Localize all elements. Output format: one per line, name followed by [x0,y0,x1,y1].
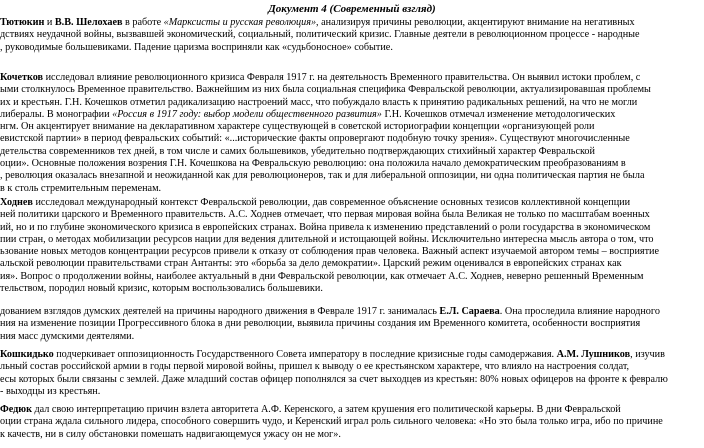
text-segment: . Она проследила влияние народного [499,306,660,317]
text-segment: , революция оказалась внезапной и неожиданной как для революционеров, так и для либеральной оппозиции, ни одна политическая партия не была [0,170,645,182]
bold-text: Тютюкин [0,17,45,28]
text-segment: , руководимые большевиками. Падение царизма восприняли как «судьбоносное» событие. [0,41,393,53]
text-segment: ния масс думскими деятелями. [0,330,135,342]
bold-text: А.М. Лушников [556,349,631,360]
text-segment: и [44,17,55,28]
paragraph-line [0,17,704,29]
paragraph-line [0,306,704,318]
bold-text: Кошкидько [0,349,54,360]
paragraph-line [0,209,704,221]
text-segment: детельства современников тех дней, в том числе и самих большевиков, убедительно подтверждающих стихийный характер Февральской [0,145,595,157]
text-segment: тельством, породил новый кризис, которым воспользовались большевики. [0,283,323,295]
paragraph-line [0,97,704,109]
bold-text: Кочетков [0,72,44,83]
paragraph-line [0,404,704,416]
paragraph-line [0,283,704,295]
text-segment: к качеств, ни в силу обстановки помешать надвигающемуся ужасу он не мог». [0,428,341,440]
bold-text: Ходнев [0,197,33,208]
text-segment: пии стран, о методах мобилизации ресурсов нации для ведения длительной и истощающей войны. Исключительно интересна мысль автора о том, что [0,233,654,245]
document-title: Документ 4 (Современный взгляд) [268,3,436,15]
text-segment: ий, но и по глубине экономического кризиса в европейских странах. Война привела к изменению представлений о роли государства в экономическом [0,221,651,233]
text-segment: подчеркивает оппозиционность Государственного Совета императору в последние кризисные годы самодержавия. [53,349,557,360]
bold-text: В.В. Шелохаев [54,17,123,28]
text-segment: , изучив [630,349,665,360]
text-segment: евистской партии» в период февральских событий: «...исторические факты опровергают подобную точку зрения». Существуют многочисленные [0,133,630,145]
paragraph-line [0,146,704,158]
paragraph-line [0,429,704,441]
paragraph-line [0,234,704,246]
text-segment: оции». Основные положения возрения Г.Н. Кочешкова на Февральскую революцию: она положила начало демократическим преобразованиям в [0,158,626,170]
text-segment: исследовал влияние революционного кризиса Февраля 1917 г. на деятельность Временного правительства. Он выявил истоки проблем, с [43,72,641,83]
paragraph-line [0,133,704,145]
text-segment: - выходцы из крестьян. [0,385,101,397]
paragraph-line [0,84,704,96]
paragraph-line [0,170,704,182]
paragraph-line [0,361,704,373]
paragraph-line [0,349,704,361]
paragraph-kochetkov [0,72,704,195]
text-segment: в к столь стремительным переменам. [0,182,162,194]
italic-text: «Россия в 1917 году: выбор модели общественного развития» [112,108,382,120]
paragraph-line [0,222,704,234]
bold-text: Е.Л. Сараева [439,306,500,317]
text-segment: дствиях неудачной войны, вызвавшей экономический, социальный, политический кризис. Главные деятели в революционном процессе - народные [0,29,640,41]
text-segment: дал свою интерпретацию причин взлета авторитета А.Ф. Керенского, а затем крушения его политической карьеры. В дни Февральской [31,404,621,415]
paragraph-line [0,121,704,133]
paragraph-line [0,158,704,170]
text-segment: исследовал международный контекст Февральской революции, дав современное объяснение основных тезисов коллективной концепции [32,197,631,208]
text-segment: ыми столкнулось Временное правительство. Важнейшим из них была социальная специфика Февральской революции, актуализировавшая проблемы [0,84,651,96]
paragraph-line [0,258,704,270]
paragraph-line [0,246,704,258]
paragraph-saraeva [0,306,704,343]
text-segment: в работе [122,17,164,28]
text-segment: , анализируя причины революции, акцентируют внимание на негативных [316,17,635,28]
paragraph-khodnev [0,197,704,295]
paragraph-fedyuk [0,404,704,441]
paragraph-line [0,386,704,398]
bold-text: Федюк [0,404,32,415]
text-segment: ней политики царского и Временного правительств. А.С. Ходнев отмечает, что первая мировая война была Великая не только по масштабам военных [0,209,650,221]
paragraph-line [0,374,704,386]
text-segment: оции страна ждала сильного лидера, способного совершить чудо, и Керенский играл роль сильного человека: «Но это была только игра, ибо по причине [0,416,663,428]
paragraph-koshkidko-lushnikov [0,349,704,398]
text-segment: нгм. Он акцентирует внимание на декларативном характере существующей в советской историографии концепции «организующей роли [0,121,595,133]
text-segment: Г.Н. Кочешков отмечал изменение методологических [381,108,616,120]
italic-text: «Марксисты и русская революция» [163,17,317,28]
text-segment: дованием взглядов думских деятелей на причины народного движения в Феврале 1917 г. занималась [0,306,440,317]
text-segment: альской революции правительствами стран Антанты: это «борьба за дело демократии». Царский режим оценивался в европейских странах как [0,258,622,270]
paragraph-line [0,197,704,209]
paragraph-line [0,318,704,330]
paragraph-line [0,416,704,428]
text-segment: есы которых были связаны с землей. Даже младший состав офицер пополнялся за счет выходцев из крестьян: 80% новых офицеров на фронте к февралю [0,373,668,385]
paragraph-line [0,271,704,283]
text-segment: ния на изменение позиции Прогрессивного блока в дни революции, выявила причины создания им Временного комитета, особенности восприятия [0,318,641,330]
paragraph-tyutyukin [0,17,704,54]
paragraph-line [0,29,704,41]
paragraph-line [0,72,704,84]
paragraph-line [0,109,704,121]
text-segment: либералы. В монографии [0,108,113,120]
paragraph-line [0,183,704,195]
paragraph-line [0,331,704,343]
text-segment: льный состав российской армии в годы первой мировой войны, пришел к выводу о ее крестьянском характере, что влияло на настроения солдат, [0,361,630,373]
text-segment: ьзование новых методов концентрации ресурсов привели к отказу от соблюдения прав человека. Важный аспект изучаемой автором темы – восприятие [0,246,660,258]
text-segment: их и крестьян. Г.Н. Кочешков отметил радикализацию настроений масс, что побуждало власть к принятию радикальных решений, на что не могли [0,96,638,108]
text-segment: ия». Вопрос о продолжении войны, наиболее актуальный в дни Февральской революции, как отмечает А.С. Ходнев, неверно решенный Временным [0,270,644,282]
paragraph-line [0,42,704,54]
